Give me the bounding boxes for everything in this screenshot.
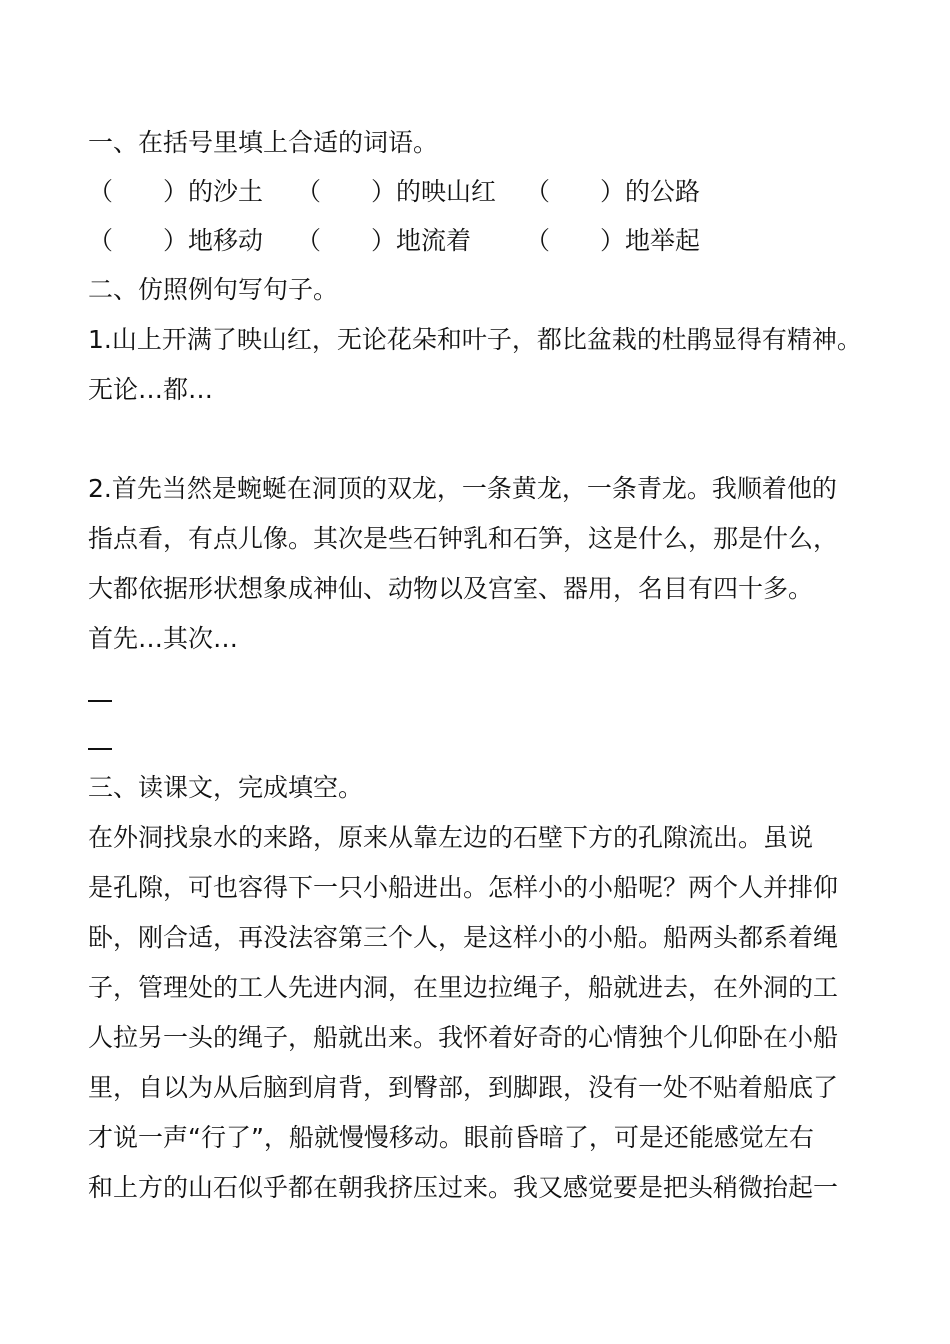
fill-blank-item[interactable]: （ ）地移动 bbox=[88, 226, 264, 255]
reading-paragraph-line: 和上方的山石似乎都在朝我挤压过来。我又感觉要是把头稍微抬起一 bbox=[88, 1173, 839, 1202]
reading-paragraph-line: 才说一声“行了”，船就慢慢移动。眼前昏暗了，可是还能感觉左右 bbox=[88, 1123, 814, 1152]
sentence-pattern-2: 首先…其次… bbox=[88, 624, 239, 653]
example-sentence-1: 1.山上开满了映山红，无论花朵和叶子，都比盆栽的杜鹃显得有精神。 bbox=[88, 325, 862, 354]
example-sentence-2-line: 大都依据形状想象成神仙、动物以及宫室、器用，名目有四十多。 bbox=[88, 574, 814, 603]
sentence-pattern-1: 无论…都… bbox=[88, 375, 214, 404]
example-sentence-2-line: 指点看，有点儿像。其次是些石钟乳和石笋，这是什么，那是什么， bbox=[88, 524, 839, 553]
section3-heading: 三、读课文，完成填空。 bbox=[88, 773, 364, 802]
reading-paragraph-line: 人拉另一头的绳子，船就出来。我怀着好奇的心情独个儿仰卧在小船 bbox=[88, 1023, 839, 1052]
fill-blank-row-1 bbox=[88, 176, 868, 208]
example-sentence-2-line: 2.首先当然是蜿蜒在洞顶的双龙，一条黄龙，一条青龙。我顺着他的 bbox=[88, 474, 837, 503]
reading-paragraph-line: 子，管理处的工人先进内洞，在里边拉绳子，船就进去，在外洞的工 bbox=[88, 973, 839, 1002]
answer-line[interactable] bbox=[88, 748, 112, 750]
answer-line[interactable] bbox=[88, 700, 112, 702]
section2-heading: 二、仿照例句写句子。 bbox=[88, 275, 339, 304]
fill-blank-item[interactable]: （ ）地举起 bbox=[525, 226, 701, 255]
reading-paragraph-line: 卧，刚合适，再没法容第三个人，是这样小的小船。船两头都系着绳 bbox=[88, 923, 839, 952]
reading-paragraph-line: 里，自以为从后脑到肩背，到臀部，到脚跟，没有一处不贴着船底了 bbox=[88, 1073, 839, 1102]
reading-paragraph-line: 在外洞找泉水的来路，原来从靠左边的石壁下方的孔隙流出。虽说 bbox=[88, 823, 814, 852]
fill-blank-item[interactable]: （ ）地流着 bbox=[296, 226, 472, 255]
fill-blank-row-2 bbox=[88, 225, 868, 257]
reading-paragraph-line: 是孔隙，可也容得下一只小船进出。怎样小的小船呢？两个人并排仰 bbox=[88, 873, 839, 902]
fill-blank-item[interactable]: （ ）的公路 bbox=[525, 177, 701, 206]
fill-blank-item[interactable]: （ ）的映山红 bbox=[296, 177, 497, 206]
section1-heading: 一、在括号里填上合适的词语。 bbox=[88, 128, 439, 157]
fill-blank-item[interactable]: （ ）的沙土 bbox=[88, 177, 264, 206]
